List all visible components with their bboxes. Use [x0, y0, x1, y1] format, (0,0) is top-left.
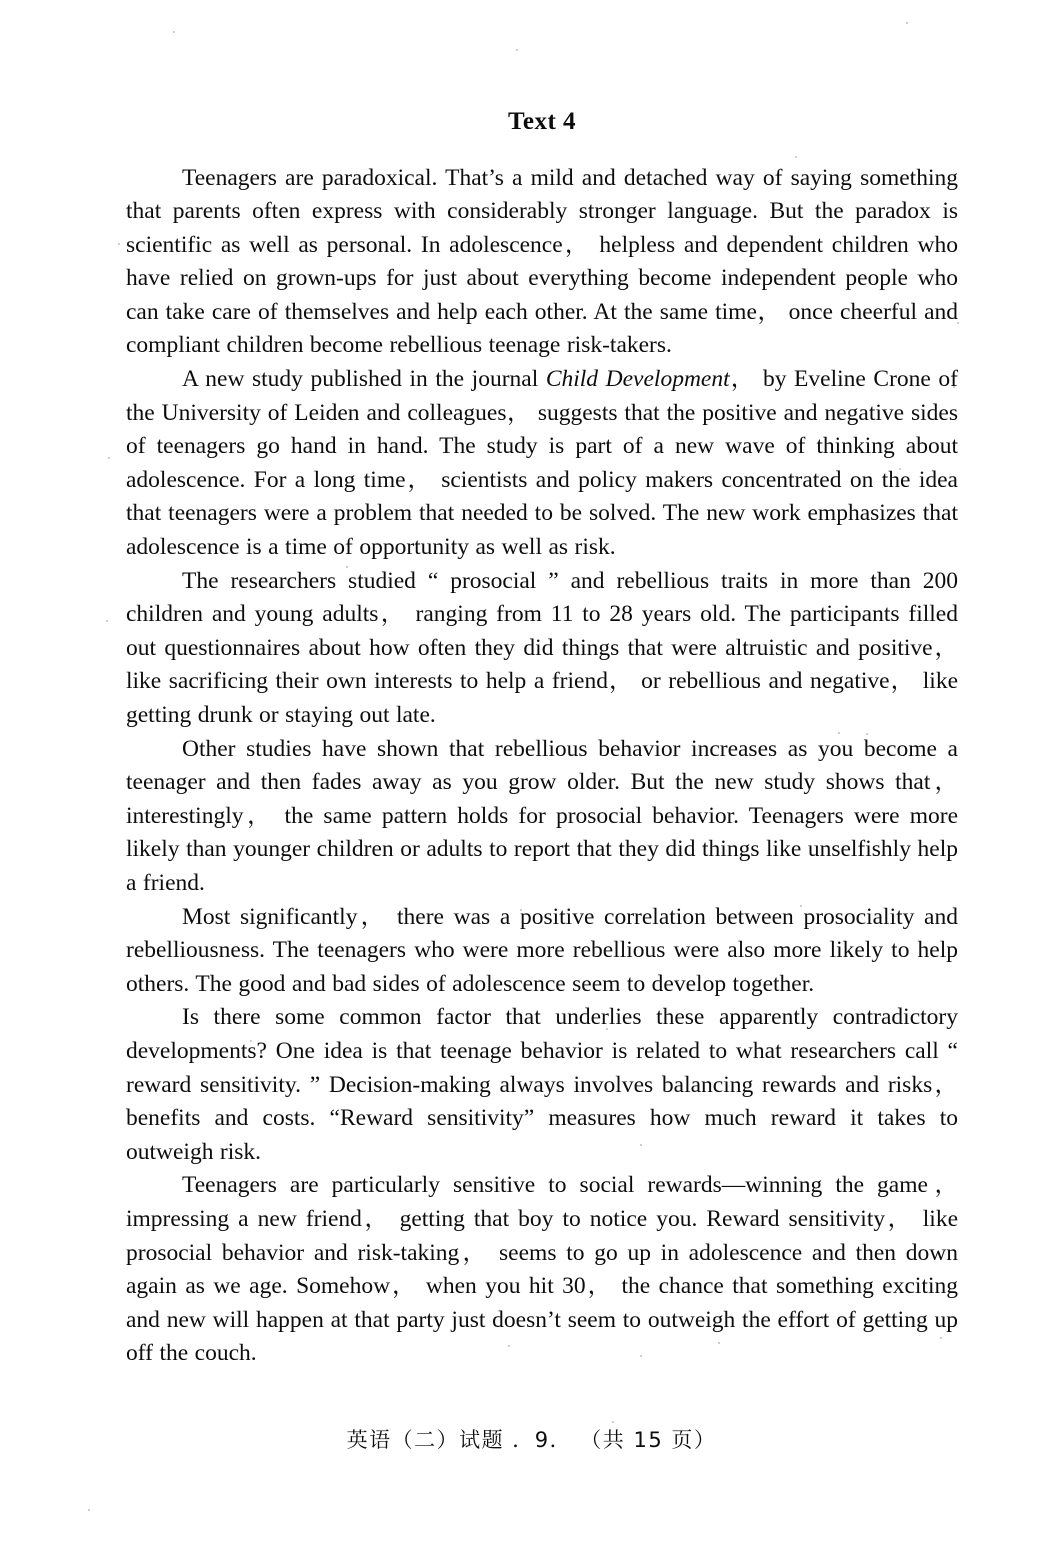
scan-speck — [118, 243, 120, 245]
text-run: Other studies have shown that rebellious behavior increases as you become a teenager and then fades away as you grow older. But the new study shows that， interestingly， the same pattern holds for prosocial behavior. Teenagers were more likely than younger children or adults to report that they did things like unselfishly help a friend. — [126, 735, 958, 896]
page-title: Text 4 — [507, 108, 577, 135]
scan-speck — [516, 49, 518, 51]
text-column — [126, 108, 958, 1371]
body-paragraph — [126, 733, 958, 901]
text-run: A new study published in the journal — [182, 366, 546, 393]
scan-speck — [108, 457, 110, 459]
scan-speck — [906, 22, 908, 24]
text-run: Most significantly， there was a positive correlation between prosociality and rebelliousness. The teenagers who were more rebellious were also more likely to help others. The good and bad sides of adolescence seem to develop together. — [126, 903, 958, 997]
body-paragraph — [126, 162, 958, 364]
scan-speck — [88, 1509, 90, 1511]
page-footer: 英语（二）试题 ．9． （共 15 页） — [346, 1428, 717, 1452]
text-run: Teenagers are particularly sensitive to social rewards—winning the game， impressing a new friend， getting that boy to notice you. Reward sensitivity， like prosocial behavior and risk-taking， seems to go up in adolescence and then down again as we age. Somehow， when you hit 30， the chance that something exciting and new will happen at that party just doesn’t seem to outweigh the effort of getting up off the couch. — [126, 1172, 958, 1367]
text-run: ， by Eveline Crone of the University of Leiden and colleagues， suggests that the positive and negative sides of teenagers go hand in hand. The study is part of a new wave of thinking about adolescence. For a long time， scientists and policy makers concentrated on the idea that teenagers were a problem that needed to be solved. The new work emphasizes that adolescence is a time of opportunity as well as risk. — [126, 366, 958, 561]
text-run: Teenagers are paradoxical. That’s a mild and detached way of saying something that parents often express with considerably stronger language. But the paradox is scientific as well as personal. In adolescence， helpless and dependent children who have relied on grown-ups for just about everything become independent people who can take care of themselves and help each other. At the same time， once cheerful and compliant children become rebellious teenage risk-takers. — [126, 164, 958, 359]
body-paragraph — [126, 901, 958, 1002]
body-paragraph — [126, 1001, 958, 1169]
body-paragraph — [126, 1169, 958, 1371]
scan-speck — [612, 1421, 614, 1423]
scan-speck — [173, 31, 175, 33]
text-run: Is there some common factor that underlies these apparently contradictory developments? One idea is that teenage behavior is related to what researchers call “ reward sensitivity. ” Decision-making always involves balancing rewards and risks， benefits and costs. “Reward sensitivity” measures how much reward it takes to outweigh risk. — [126, 1004, 958, 1165]
body-paragraph — [126, 565, 958, 733]
scan-speck — [106, 620, 108, 622]
journal-title-italic: Child Development — [545, 366, 730, 393]
body-paragraph — [126, 363, 958, 565]
text-run: The researchers studied “ prosocial ” and rebellious traits in more than 200 children and young adults， ranging from 11 to 28 years old. The participants filled out questionnaires about how often they did things that were altruistic and positive， like sacrificing their own interests to help a friend， or rebellious and negative， like getting drunk or staying out late. — [126, 567, 958, 728]
